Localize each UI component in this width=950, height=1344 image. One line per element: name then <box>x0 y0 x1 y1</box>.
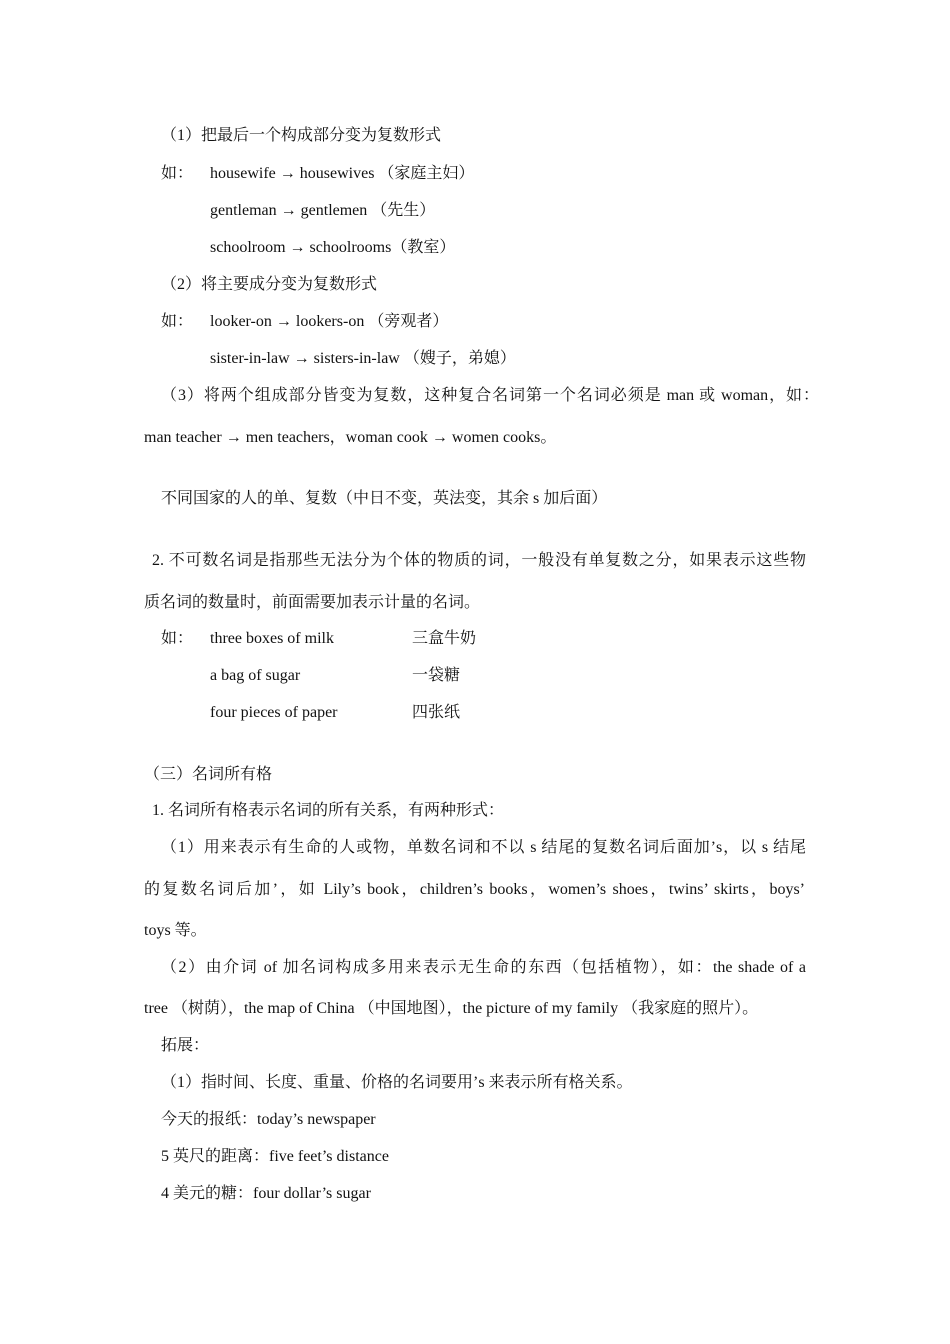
rule3-line-1: （3）将两个组成部分皆变为复数，这种复合名词第一个名词必须是 man 或 woman，如： <box>161 387 819 404</box>
possessive-p2-line-2: tree （树荫），the map of China （中国地图），the picture of my family （我家庭的照片）。 <box>144 1000 759 1017</box>
uncountable-example-zh-2: 一袋糖 <box>412 667 461 684</box>
nationality-note: 不同国家的人的单、复数（中日不变，英法变，其余 s 加后面） <box>161 490 608 507</box>
uncountable-example-en-3: four pieces of paper <box>210 704 338 721</box>
extension-example-1: 今天的报纸：today’s newspaper <box>161 1111 376 1128</box>
rule1-example-3: schoolroom → schoolrooms（教室） <box>210 239 456 256</box>
possessive-heading: （三）名词所有格 <box>144 766 273 783</box>
extension-example-3: 4 美元的糖：four dollar’s sugar <box>161 1185 371 1202</box>
rule1-example-prefix: 如： <box>161 165 194 182</box>
possessive-p2-line-1: （2）由介词 of 加名词构成多用来表示无生命的东西（包括植物），如：the shade of a <box>161 959 806 976</box>
extension-label: 拓展： <box>161 1037 210 1054</box>
uncountable-example-en-1: three boxes of milk <box>210 630 334 647</box>
rule2-example-prefix: 如： <box>161 313 194 330</box>
rule2-example-2: sister-in-law → sisters-in-law （嫂子，弟媳） <box>210 350 516 367</box>
possessive-p1-line-1: （1）用来表示有生命的人或物，单数名词和不以 s 结尾的复数名词后面加’s，以 s 结尾 <box>161 839 806 856</box>
uncountable-example-zh-3: 四张纸 <box>412 704 461 721</box>
rule1-text: （1）把最后一个构成部分变为复数形式 <box>161 127 442 144</box>
uncountable-line-1: 2. 不可数名词是指那些无法分为个体的物质的词，一般没有单复数之分，如果表示这些物 <box>152 552 806 569</box>
rule2-example-1: looker-on → lookers-on （旁观者） <box>210 313 449 330</box>
uncountable-example-zh-1: 三盒牛奶 <box>412 630 477 647</box>
extension-rule-1: （1）指时间、长度、重量、价格的名词要用’s 来表示所有格关系。 <box>161 1074 633 1091</box>
rule1-example-2: gentleman → gentlemen （先生） <box>210 202 436 219</box>
uncountable-line-2: 质名词的数量时，前面需要加表示计量的名词。 <box>144 594 481 611</box>
uncountable-example-prefix: 如： <box>161 630 194 647</box>
possessive-p1-line-3: toys 等。 <box>144 922 207 939</box>
rule2-text: （2）将主要成分变为复数形式 <box>161 276 378 293</box>
rule3-line-2: man teacher → men teachers，woman cook → women cooks。 <box>144 429 557 446</box>
extension-example-2: 5 英尺的距离：five feet’s distance <box>161 1148 389 1165</box>
possessive-p1-line-2: 的复数名词后加’，如 Lily’s book，children’s books，women’s shoes，twins’ skirts，boys’ <box>144 881 805 898</box>
rule1-example-1: housewife → housewives （家庭主妇） <box>210 165 475 182</box>
possessive-intro: 1. 名词所有格表示名词的所有关系，有两种形式： <box>152 802 505 819</box>
uncountable-example-en-2: a bag of sugar <box>210 667 301 684</box>
